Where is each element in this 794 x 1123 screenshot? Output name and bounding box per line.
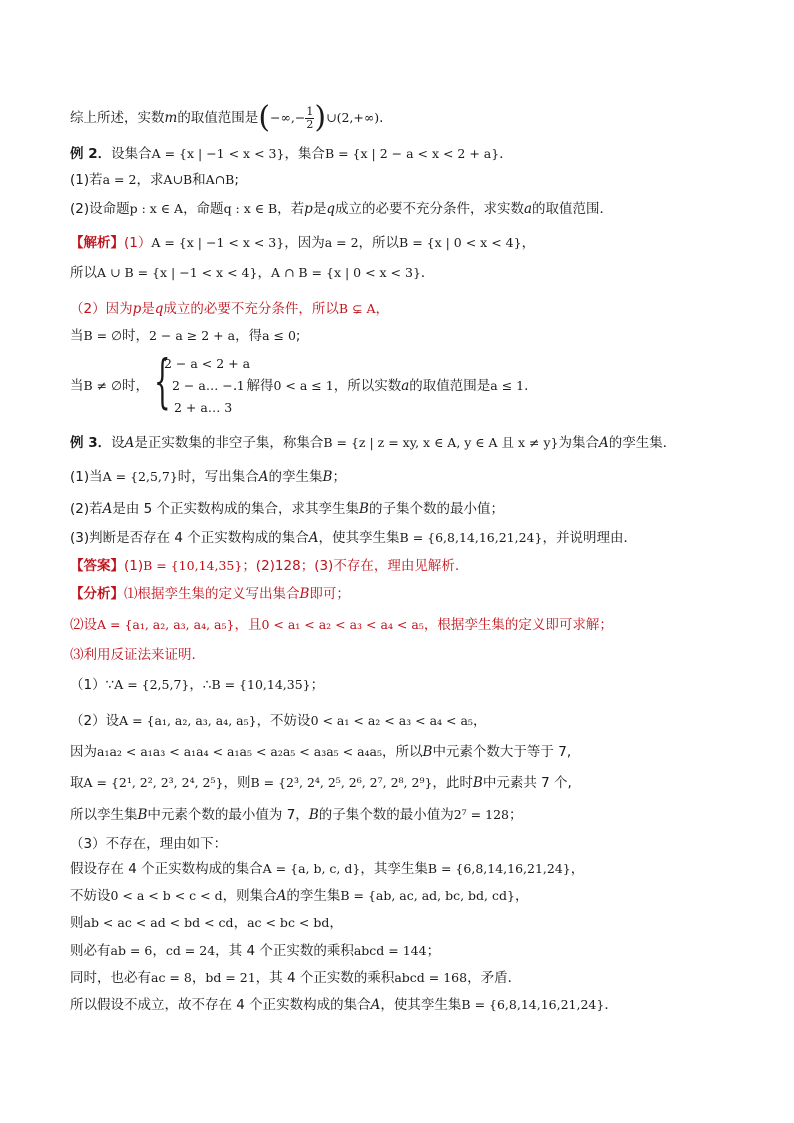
text: (1)当 bbox=[70, 469, 103, 485]
text: 为集合 bbox=[558, 435, 599, 451]
math-var: p bbox=[304, 201, 313, 217]
text: 则必有 bbox=[70, 943, 111, 959]
math: 0 < a ≤ 1 bbox=[273, 378, 334, 393]
math-var: B bbox=[299, 586, 310, 602]
text: 中元素共 7 个, bbox=[482, 775, 572, 791]
math: A ∪ B = {x | −1 < x < 4} bbox=[97, 265, 258, 280]
text: ； bbox=[426, 943, 441, 959]
math: B = {10,14,35} bbox=[211, 677, 311, 692]
math: B = {6,8,14,16,21,24} bbox=[399, 530, 543, 545]
example-3-question-1 bbox=[70, 467, 346, 487]
math-var: q bbox=[154, 301, 164, 317]
text: 的子集个数的最小值为 bbox=[318, 807, 454, 823]
math: a₁a₂ < a₁a₃ < a₁a₄ < a₁a₅ < a₂a₅ < a₃a₅ < a₄a₅ bbox=[97, 744, 383, 759]
text: ； bbox=[310, 677, 325, 693]
step-10 bbox=[70, 941, 440, 961]
step-3 bbox=[70, 742, 571, 762]
example-3-question-2 bbox=[70, 499, 504, 519]
math: A = {a₁, a₂, a₃, a₄, a₅} bbox=[119, 713, 257, 728]
answer-label: 【答案】 bbox=[70, 558, 124, 574]
example-2-heading bbox=[70, 144, 513, 164]
text: . bbox=[524, 378, 529, 394]
math: a ≤ 0 bbox=[262, 328, 296, 343]
math: 2 − a ≥ 2 + a bbox=[149, 328, 236, 343]
math: B = ∅ bbox=[83, 328, 122, 343]
math: A = {2,5,7} bbox=[102, 469, 178, 484]
left-brace: { bbox=[154, 347, 171, 415]
text: ，使其孪生集 bbox=[318, 530, 400, 546]
math-var: m bbox=[164, 110, 178, 126]
text: 的取值范围． bbox=[532, 201, 614, 217]
text: ，其 4 个正实数的乘积 bbox=[255, 970, 395, 986]
step-4 bbox=[70, 773, 572, 793]
text: 中元素个数大于等于 7, bbox=[432, 744, 572, 760]
math: a = 2 bbox=[102, 172, 137, 187]
math-paren: ( bbox=[336, 110, 342, 125]
conclusion-line bbox=[70, 100, 384, 135]
text: ，求 bbox=[136, 172, 164, 188]
solution-line-4 bbox=[70, 326, 300, 346]
inequality-system bbox=[154, 347, 264, 418]
text: 和 bbox=[192, 172, 206, 188]
text: 成立的必要不充分条件，所以 bbox=[163, 301, 339, 317]
math-var: B bbox=[137, 807, 148, 823]
solution-line-1 bbox=[70, 233, 535, 253]
analysis-line-1 bbox=[70, 584, 350, 604]
math: a = 2 bbox=[324, 235, 359, 250]
solution-line-3 bbox=[70, 299, 389, 319]
math: B = {x | 0 < x < 4} bbox=[399, 235, 522, 250]
text: （2）设 bbox=[70, 713, 120, 729]
math: A∩B bbox=[205, 172, 235, 187]
fraction-numerator: 1 bbox=[306, 104, 314, 118]
math: A = {a, b, c, d} bbox=[262, 861, 361, 876]
text: 即可； bbox=[309, 586, 350, 602]
text: ， bbox=[472, 713, 487, 729]
text: ， bbox=[375, 301, 390, 317]
math: 2,+∞ bbox=[341, 110, 375, 125]
text: 当 bbox=[70, 328, 84, 344]
math-var: A bbox=[308, 530, 319, 546]
text: ，并说明理由． bbox=[542, 530, 637, 546]
text: 因为 bbox=[70, 744, 97, 760]
solution-line-2 bbox=[70, 263, 434, 283]
math: B = {z | z = xy, x ∈ A, y ∈ A 且 x ≠ y} bbox=[323, 435, 559, 450]
text: ． bbox=[420, 265, 435, 281]
math-var: B bbox=[322, 469, 333, 485]
therefore-symbol: ∴ bbox=[202, 677, 212, 693]
text: ， bbox=[257, 265, 271, 281]
text: ， bbox=[570, 861, 585, 877]
text: 所以 bbox=[70, 265, 97, 281]
system-row: 2 − a < 2 + a bbox=[164, 356, 251, 371]
text: ; bbox=[234, 172, 239, 188]
math: ab = 6 bbox=[110, 943, 153, 958]
text: (1)若 bbox=[70, 172, 103, 188]
math: abcd = 144 bbox=[353, 943, 427, 958]
math: A∪B bbox=[163, 172, 193, 187]
text: ； bbox=[508, 807, 523, 823]
text: . bbox=[379, 110, 384, 126]
math: 0 < a₁ < a₂ < a₃ < a₄ < a₅ bbox=[261, 617, 424, 632]
step-6 bbox=[70, 834, 227, 854]
text: ；(2)128；(3)不存在，理由见解析. bbox=[242, 558, 460, 574]
text: 则 bbox=[70, 915, 84, 931]
text: 时， bbox=[122, 328, 149, 344]
text: ; bbox=[295, 328, 301, 344]
right-paren: ) bbox=[314, 100, 327, 135]
text: （3）不存在，理由如下： bbox=[70, 836, 228, 852]
math: B ⊊ A bbox=[338, 301, 376, 316]
text: （2）因为 bbox=[70, 301, 133, 317]
math: 0 < a < b < c < d bbox=[110, 888, 223, 903]
text: 成立的必要不充分条件，求实数 bbox=[334, 201, 524, 217]
math-var: B bbox=[308, 807, 319, 823]
text: ，则 bbox=[223, 775, 251, 791]
math: 0 < a₁ < a₂ < a₃ < a₄ < a₅ bbox=[310, 713, 473, 728]
text: ，所以实数 bbox=[333, 378, 402, 394]
step-7 bbox=[70, 859, 584, 879]
math-var: A bbox=[258, 469, 269, 485]
example-label: 例 2． bbox=[70, 146, 112, 162]
math-var: A bbox=[276, 888, 287, 904]
math: p : x ∈ A bbox=[129, 201, 184, 216]
text: 是由 5 个正实数构成的集合，求其孪生集 bbox=[112, 501, 360, 517]
math-var: B bbox=[359, 501, 369, 517]
math-var: A bbox=[370, 997, 381, 1013]
text: (1） bbox=[124, 235, 152, 251]
text: ，根据孪生集的定义即可求解； bbox=[423, 617, 613, 633]
math-var: A bbox=[599, 435, 609, 451]
text: 同时，也必有 bbox=[70, 970, 151, 986]
math: bd = 21 bbox=[205, 970, 256, 985]
text: （1） bbox=[70, 677, 106, 693]
text: (1) bbox=[124, 558, 144, 574]
math: A = {a₁, a₂, a₃, a₄, a₅} bbox=[97, 617, 235, 632]
text: ， bbox=[514, 888, 529, 904]
text: ， bbox=[152, 943, 166, 959]
math: q : x ∈ B bbox=[223, 201, 278, 216]
text: 不妨设 bbox=[70, 888, 111, 904]
math: ac = 8 bbox=[151, 970, 192, 985]
left-paren: ( bbox=[258, 100, 271, 135]
system-row: 2 + a… 3 bbox=[174, 400, 233, 415]
math-var: q bbox=[326, 201, 335, 217]
text: ． bbox=[499, 146, 513, 162]
text: 所以假设不成立，故不存在 4 个正实数构成的集合 bbox=[70, 997, 371, 1013]
math: A = {2,5,7} bbox=[114, 677, 190, 692]
system-row: 2 − a… − 1 bbox=[172, 378, 245, 393]
math-var: B bbox=[422, 744, 433, 760]
text: ，所以 bbox=[382, 744, 423, 760]
text: 是正实数集的非空子集，称集合 bbox=[134, 435, 324, 451]
math-var: a bbox=[401, 378, 410, 394]
math: B = {10,14,35} bbox=[143, 558, 243, 573]
math-var: p bbox=[132, 301, 142, 317]
math: 2⁷ = 128 bbox=[453, 807, 509, 822]
math-paren: ) bbox=[374, 110, 380, 125]
math: B ≠ ∅ bbox=[83, 378, 122, 393]
math-var: a bbox=[523, 201, 533, 217]
text: ， bbox=[521, 235, 536, 251]
text: ， bbox=[191, 970, 206, 986]
text: 综上所述，实数 bbox=[70, 110, 165, 126]
text: (2)若 bbox=[70, 501, 103, 517]
text: 是 bbox=[312, 201, 327, 217]
text: ⑶利用反证法来证明. bbox=[70, 647, 196, 663]
text: (2)设命题 bbox=[70, 201, 130, 217]
math: −∞,− bbox=[270, 110, 306, 125]
text: ，矛盾． bbox=[467, 970, 522, 986]
math: abcd = 168 bbox=[394, 970, 468, 985]
text: 是 bbox=[141, 301, 155, 317]
text: ，且 bbox=[234, 617, 262, 633]
step-11 bbox=[70, 968, 521, 988]
step-2 bbox=[70, 711, 486, 731]
math-var: A bbox=[124, 435, 135, 451]
step-8 bbox=[70, 886, 528, 906]
text: ，命题 bbox=[183, 201, 224, 217]
math: B = {6,8,14,16,21,24} bbox=[461, 997, 605, 1012]
text: ，则集合 bbox=[222, 888, 277, 904]
text: ，不妨设 bbox=[256, 713, 311, 729]
text: ⑴根据孪生集的定义写出集合 bbox=[124, 586, 300, 602]
math: A ∩ B = {x | 0 < x < 3} bbox=[270, 265, 421, 280]
text: 的子集个数的最小值； bbox=[368, 501, 504, 517]
example-3-question-3 bbox=[70, 528, 637, 548]
text: 中元素个数的最小值为 7， bbox=[147, 807, 309, 823]
text: 取 bbox=[70, 775, 84, 791]
example-2-question-1 bbox=[70, 170, 239, 190]
text: ． bbox=[604, 997, 618, 1013]
because-symbol: ∵ bbox=[105, 677, 115, 693]
analysis-line-3 bbox=[70, 645, 196, 665]
text: ，集合 bbox=[284, 146, 325, 162]
example-3-heading bbox=[70, 433, 676, 453]
text: ，因为 bbox=[284, 235, 325, 251]
text: 的取值范围是 bbox=[409, 378, 491, 394]
text: ⑵设 bbox=[70, 617, 97, 633]
text: 时，写出集合 bbox=[177, 469, 259, 485]
math-var: B bbox=[472, 775, 483, 791]
math: B = {ab, ac, ad, bc, bd, cd} bbox=[340, 888, 515, 903]
text: ； bbox=[332, 469, 346, 485]
text: 时， bbox=[122, 378, 149, 394]
math: ab < ac < ad < bd < cd bbox=[83, 915, 234, 930]
text: ，得 bbox=[235, 328, 263, 344]
text: ，使其孪生集 bbox=[380, 997, 462, 1013]
text: ，若 bbox=[277, 201, 305, 217]
text: ，其 4 个正实数的乘积 bbox=[215, 943, 354, 959]
math: B = {6,8,14,16,21,24} bbox=[427, 861, 571, 876]
text: ，所以 bbox=[358, 235, 400, 251]
step-12 bbox=[70, 995, 618, 1015]
math-var: A bbox=[102, 501, 113, 517]
text: 的孪生集 bbox=[268, 469, 323, 485]
text: 的取值范围是 bbox=[177, 110, 259, 126]
text: ， bbox=[233, 915, 248, 931]
fraction-denominator: 2 bbox=[306, 117, 314, 131]
math: A = {x | −1 < x < 3} bbox=[151, 146, 285, 161]
answer-line bbox=[70, 556, 459, 576]
analysis-label: 【分析】 bbox=[70, 586, 124, 602]
step-9 bbox=[70, 913, 343, 933]
text: 当 bbox=[70, 378, 84, 394]
math: a ≤ 1 bbox=[490, 378, 525, 393]
math: ∪ bbox=[326, 110, 337, 125]
solution-line-5 bbox=[70, 376, 528, 396]
math: ac < bc < bd bbox=[247, 915, 330, 930]
example-2-question-2 bbox=[70, 199, 613, 219]
math: A = {x | −1 < x < 3} bbox=[151, 235, 285, 250]
text: (3)判断是否存在 4 个正实数构成的集合 bbox=[70, 530, 309, 546]
analysis-line-2 bbox=[70, 615, 613, 635]
text: ．解得 bbox=[233, 378, 274, 394]
text: ， bbox=[189, 677, 203, 693]
text: 假设存在 4 个正实数构成的集合 bbox=[70, 861, 263, 877]
math: cd = 24 bbox=[165, 943, 216, 958]
example-label: 例 3． bbox=[70, 435, 112, 451]
text: 设 bbox=[111, 435, 125, 451]
text: 所以孪生集 bbox=[70, 807, 138, 823]
step-5 bbox=[70, 805, 522, 825]
math: B = {2³, 2⁴, 2⁵, 2⁶, 2⁷, 2⁸, 2⁹} bbox=[250, 775, 433, 790]
math: A = {2¹, 2², 2³, 2⁴, 2⁵} bbox=[83, 775, 224, 790]
step-1 bbox=[70, 675, 324, 695]
text: ，其孪生集 bbox=[360, 861, 428, 877]
text: 设集合 bbox=[111, 146, 152, 162]
text: ， bbox=[329, 915, 343, 931]
solution-label: 【解析】 bbox=[70, 235, 124, 251]
text: 的孪生集 bbox=[286, 888, 341, 904]
text: ，此时 bbox=[432, 775, 473, 791]
math: B = {x | 2 − a < x < 2 + a} bbox=[324, 146, 500, 161]
text: 的孪生集． bbox=[608, 435, 677, 451]
